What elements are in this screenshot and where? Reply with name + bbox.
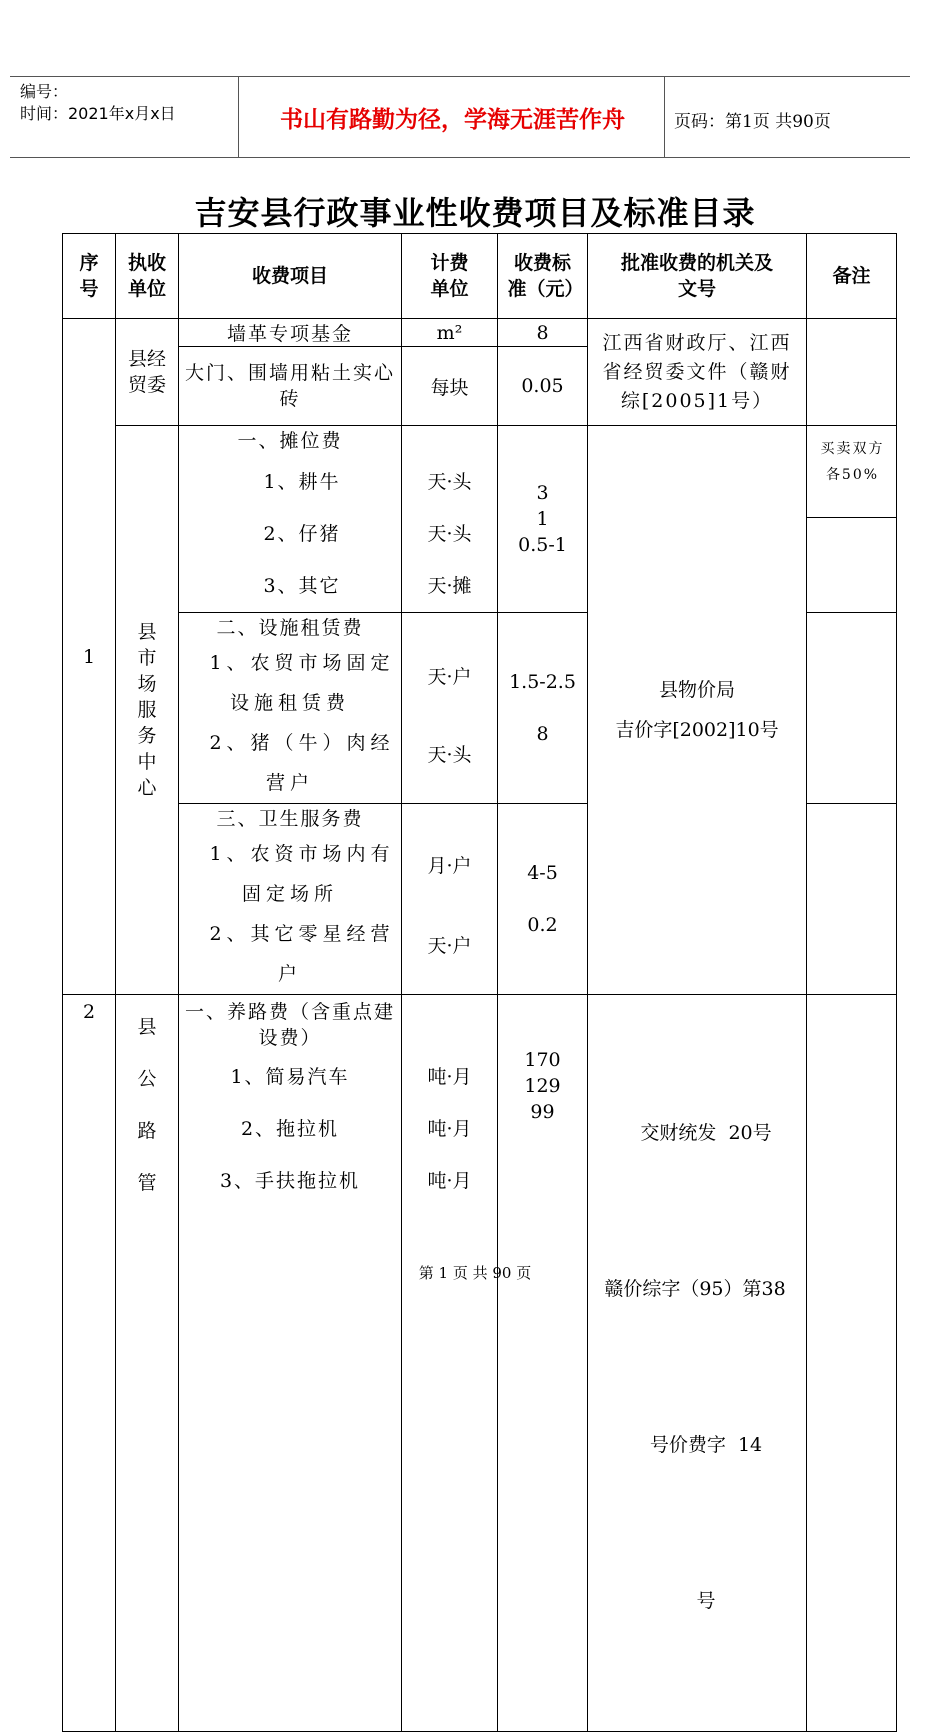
document-title: 吉安县行政事业性收费项目及标准目录 bbox=[194, 194, 756, 232]
header-time: 时间：2021年x月x日 bbox=[20, 104, 176, 123]
header-number: 编号： bbox=[20, 82, 69, 101]
row-item: 墙革专项基金 bbox=[179, 319, 402, 347]
row-standard: 3 1 0.5-1 bbox=[498, 426, 588, 613]
row-standard: 170 129 99 bbox=[498, 995, 588, 1732]
row-note bbox=[807, 804, 897, 995]
table-row bbox=[63, 426, 897, 518]
row-item: 三、卫生服务费 1、农资市场内有固定场所 2、其它零星经营户 bbox=[179, 804, 402, 995]
row-seq: 1 bbox=[63, 319, 116, 995]
header-billing: 计费单位 bbox=[402, 234, 498, 319]
header-item: 收费项目 bbox=[179, 234, 402, 319]
row-standard: 4-5 0.2 bbox=[498, 804, 588, 995]
row-billing: 吨·月 吨·月 吨·月 bbox=[402, 995, 498, 1732]
header-note: 备注 bbox=[807, 234, 897, 319]
header-motto: 书山有路勤为径，学海无涯苦作舟 bbox=[280, 107, 625, 133]
row-item: 一、摊位费 1、耕牛 2、仔猪 3、其它 bbox=[179, 426, 402, 613]
row-seq: 2 bbox=[63, 995, 116, 1732]
row-note bbox=[807, 995, 897, 1732]
row-billing: 天·头 天·头 天·摊 bbox=[402, 426, 498, 613]
header-meta bbox=[20, 81, 176, 125]
row-billing: m² bbox=[402, 319, 498, 347]
row-note bbox=[807, 518, 897, 613]
row-note bbox=[807, 319, 897, 426]
row-approval: 江西省财政厅、江西省经贸委文件（赣财综[2005]1号） bbox=[588, 319, 807, 426]
row-note bbox=[807, 613, 897, 804]
row-standard: 0.05 bbox=[498, 347, 588, 426]
row-item: 二、设施租赁费 1、农贸市场固定设施租赁费 2、猪（牛）肉经营户 bbox=[179, 613, 402, 804]
row-item: 一、养路费（含重点建设费） 1、简易汽车 2、拖拉机 3、手扶拖拉机 bbox=[179, 995, 402, 1732]
row-standard: 1.5-2.5 8 bbox=[498, 613, 588, 804]
row-approval: 县物价局 吉价字[2002]10号 bbox=[588, 426, 807, 995]
row-item: 大门、围墙用粘土实心砖 bbox=[179, 347, 402, 426]
header-approval: 批准收费的机关及文号 bbox=[588, 234, 807, 319]
row-unit: 县经贸委 bbox=[116, 319, 179, 426]
header-standard: 收费标准（元） bbox=[498, 234, 588, 319]
header-page-number: 页码：第1页 共90页 bbox=[674, 112, 831, 132]
row-standard: 8 bbox=[498, 319, 588, 347]
table-row bbox=[63, 319, 897, 347]
row-billing: 每块 bbox=[402, 347, 498, 426]
row-approval: 交财统发 20号 赣价综字（95）第38 号价费字 14 号 bbox=[588, 995, 807, 1732]
row-unit: 县市场服务中心 bbox=[116, 426, 179, 995]
row-billing: 月·户 天·户 bbox=[402, 804, 498, 995]
fee-table bbox=[62, 233, 897, 1732]
page-header bbox=[10, 76, 910, 158]
row-unit: 县公路管 bbox=[116, 995, 179, 1732]
row-note: 买卖双方各50% bbox=[807, 426, 897, 518]
page-footer: 第 1 页 共 90 页 bbox=[418, 1264, 532, 1282]
row-billing: 天·户 天·头 bbox=[402, 613, 498, 804]
header-divider bbox=[238, 77, 239, 157]
header-seq: 序号 bbox=[63, 234, 116, 319]
header-divider bbox=[664, 77, 665, 157]
table-row bbox=[63, 995, 897, 1732]
header-unit: 执收单位 bbox=[116, 234, 179, 319]
table-header-row bbox=[63, 234, 897, 319]
